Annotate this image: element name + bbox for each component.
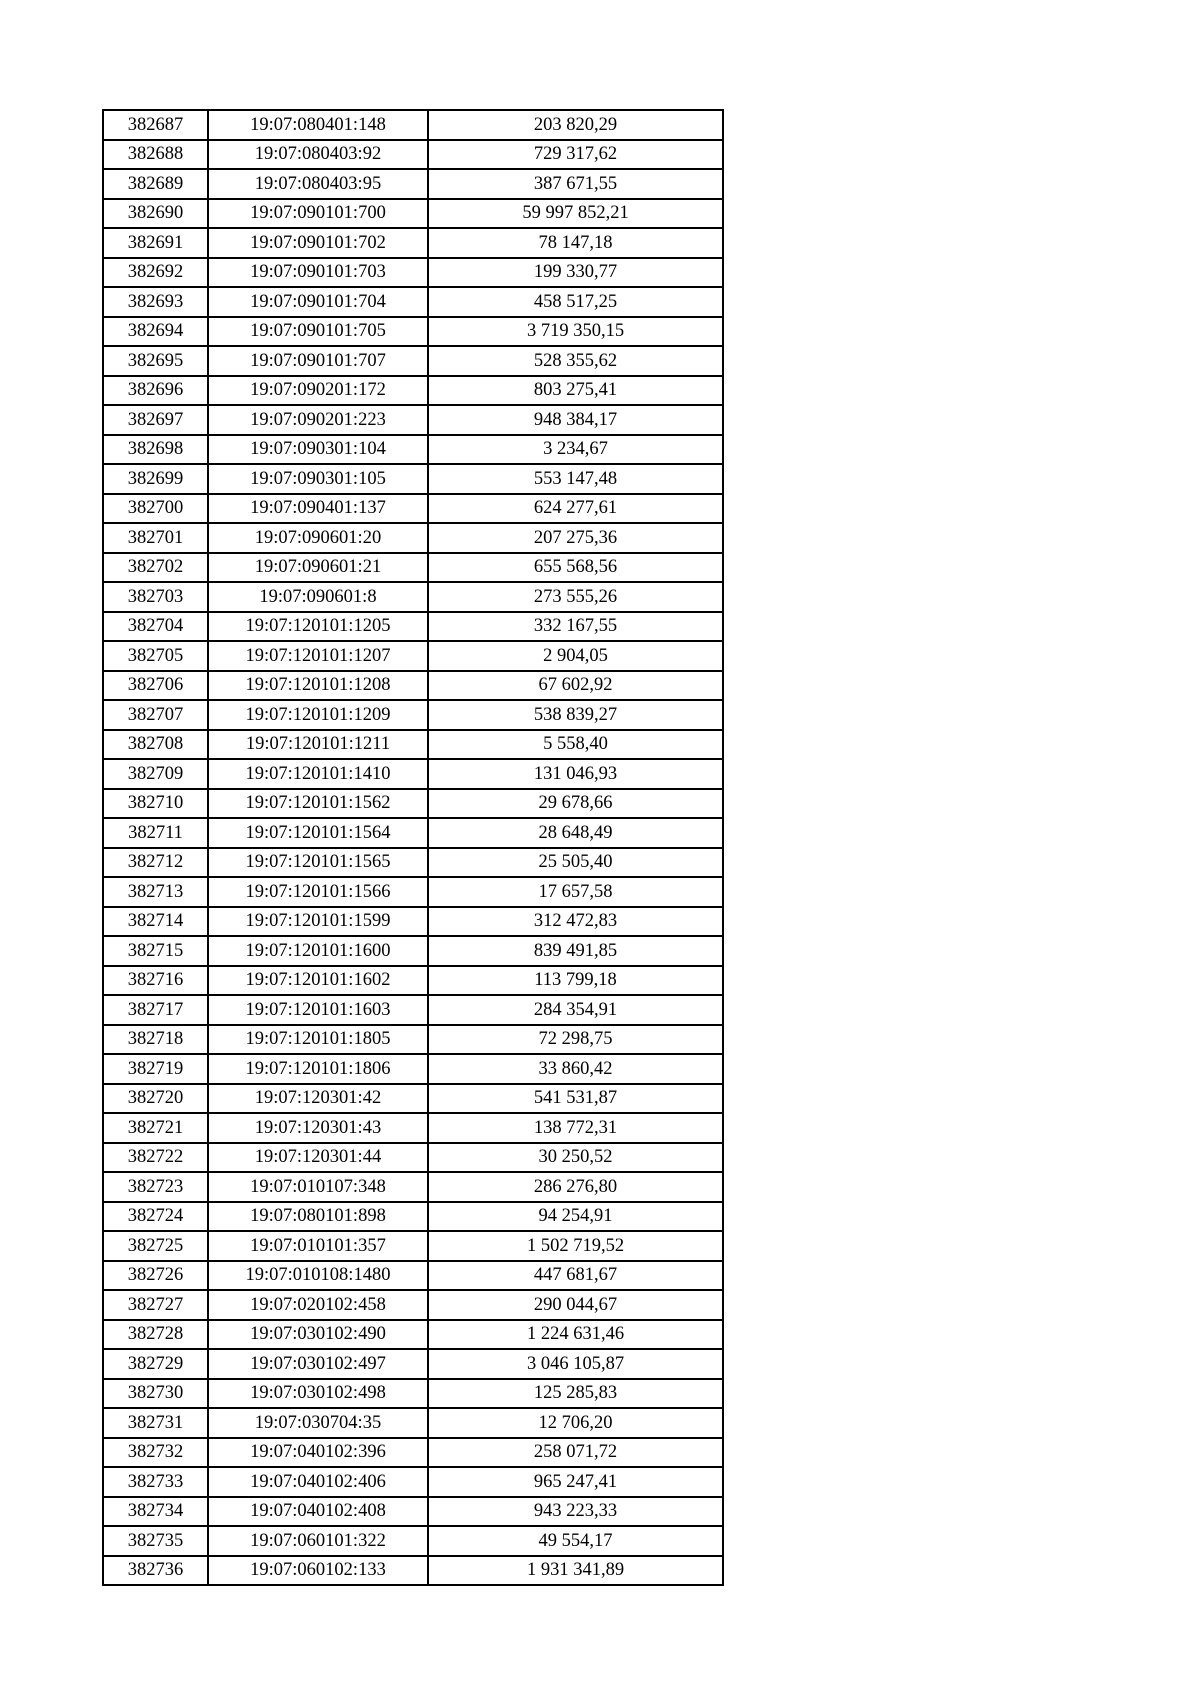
table-row [103,1497,723,1527]
table-row [103,553,723,583]
cadastral-number-cell: 19:07:030102:490 [208,1320,428,1350]
table-row [103,1172,723,1202]
table-row [103,1556,723,1586]
table-row [103,789,723,819]
cadastral-number-cell: 19:07:120301:43 [208,1113,428,1143]
table-row [103,671,723,701]
table-row [103,258,723,288]
cadastral-number-cell: 19:07:090101:704 [208,287,428,317]
cadastral-number-cell: 19:07:120101:1566 [208,877,428,907]
table-row [103,435,723,465]
row-number-cell: 382700 [103,494,208,524]
value-cell: 28 648,49 [428,818,723,848]
table-row [103,169,723,199]
row-number-cell: 382719 [103,1054,208,1084]
cadastral-number-cell: 19:07:090401:137 [208,494,428,524]
value-cell: 49 554,17 [428,1526,723,1556]
row-number-cell: 382721 [103,1113,208,1143]
row-number-cell: 382702 [103,553,208,583]
cadastral-number-cell: 19:07:090301:104 [208,435,428,465]
cadastral-number-cell: 19:07:090101:707 [208,346,428,376]
row-number-cell: 382723 [103,1172,208,1202]
row-number-cell: 382715 [103,936,208,966]
cadastral-number-cell: 19:07:080403:92 [208,140,428,170]
table-row [103,759,723,789]
value-cell: 273 555,26 [428,582,723,612]
value-cell: 29 678,66 [428,789,723,819]
row-number-cell: 382729 [103,1349,208,1379]
row-number-cell: 382699 [103,464,208,494]
cadastral-number-cell: 19:07:080401:148 [208,110,428,140]
value-cell: 59 997 852,21 [428,199,723,229]
table-row [103,730,723,760]
table-row [103,848,723,878]
cadastral-number-cell: 19:07:120301:42 [208,1084,428,1114]
row-number-cell: 382708 [103,730,208,760]
table-row [103,405,723,435]
value-cell: 5 558,40 [428,730,723,760]
table-row [103,1113,723,1143]
value-cell: 125 285,83 [428,1379,723,1409]
cadastral-number-cell: 19:07:090101:700 [208,199,428,229]
row-number-cell: 382701 [103,523,208,553]
row-number-cell: 382714 [103,907,208,937]
value-cell: 538 839,27 [428,700,723,730]
row-number-cell: 382687 [103,110,208,140]
row-number-cell: 382704 [103,612,208,642]
row-number-cell: 382712 [103,848,208,878]
row-number-cell: 382720 [103,1084,208,1114]
table-row [103,1084,723,1114]
row-number-cell: 382706 [103,671,208,701]
cadastral-number-cell: 19:07:080403:95 [208,169,428,199]
table-row [103,464,723,494]
row-number-cell: 382735 [103,1526,208,1556]
cadastral-value-table [102,109,724,1586]
row-number-cell: 382705 [103,641,208,671]
cadastral-number-cell: 19:07:020102:458 [208,1290,428,1320]
table-row [103,936,723,966]
row-number-cell: 382713 [103,877,208,907]
cadastral-number-cell: 19:07:120101:1209 [208,700,428,730]
cadastral-number-cell: 19:07:090601:21 [208,553,428,583]
row-number-cell: 382691 [103,228,208,258]
row-number-cell: 382695 [103,346,208,376]
row-number-cell: 382693 [103,287,208,317]
value-cell: 541 531,87 [428,1084,723,1114]
value-cell: 284 354,91 [428,995,723,1025]
value-cell: 17 657,58 [428,877,723,907]
table-row [103,1320,723,1350]
cadastral-number-cell: 19:07:120101:1805 [208,1025,428,1055]
row-number-cell: 382734 [103,1497,208,1527]
table-row [103,494,723,524]
table-row [103,317,723,347]
row-number-cell: 382728 [103,1320,208,1350]
row-number-cell: 382689 [103,169,208,199]
cadastral-number-cell: 19:07:030704:35 [208,1408,428,1438]
row-number-cell: 382717 [103,995,208,1025]
table-row [103,228,723,258]
row-number-cell: 382692 [103,258,208,288]
value-cell: 207 275,36 [428,523,723,553]
table-row [103,1054,723,1084]
table-row [103,1467,723,1497]
row-number-cell: 382733 [103,1467,208,1497]
value-cell: 312 472,83 [428,907,723,937]
value-cell: 729 317,62 [428,140,723,170]
row-number-cell: 382724 [103,1202,208,1232]
row-number-cell: 382711 [103,818,208,848]
row-number-cell: 382690 [103,199,208,229]
table-row [103,995,723,1025]
value-cell: 199 330,77 [428,258,723,288]
cadastral-number-cell: 19:07:030102:498 [208,1379,428,1409]
cadastral-number-cell: 19:07:120301:44 [208,1143,428,1173]
value-cell: 286 276,80 [428,1172,723,1202]
table-row [103,523,723,553]
table-row [103,1231,723,1261]
value-cell: 72 298,75 [428,1025,723,1055]
table-row [103,641,723,671]
cadastral-number-cell: 19:07:040102:406 [208,1467,428,1497]
table-row [103,1261,723,1291]
table-row [103,110,723,140]
cadastral-number-cell: 19:07:090101:702 [208,228,428,258]
cadastral-number-cell: 19:07:090201:223 [208,405,428,435]
cadastral-number-cell: 19:07:040102:408 [208,1497,428,1527]
table-body [103,110,723,1585]
row-number-cell: 382694 [103,317,208,347]
value-cell: 624 277,61 [428,494,723,524]
cadastral-number-cell: 19:07:030102:497 [208,1349,428,1379]
value-cell: 131 046,93 [428,759,723,789]
value-cell: 290 044,67 [428,1290,723,1320]
cadastral-number-cell: 19:07:120101:1603 [208,995,428,1025]
table-row [103,287,723,317]
row-number-cell: 382725 [103,1231,208,1261]
cadastral-number-cell: 19:07:080101:898 [208,1202,428,1232]
table-row [103,582,723,612]
value-cell: 803 275,41 [428,376,723,406]
row-number-cell: 382716 [103,966,208,996]
row-number-cell: 382697 [103,405,208,435]
table-row [103,1408,723,1438]
value-cell: 12 706,20 [428,1408,723,1438]
cadastral-number-cell: 19:07:120101:1207 [208,641,428,671]
table-row [103,612,723,642]
row-number-cell: 382696 [103,376,208,406]
table-row [103,818,723,848]
cadastral-number-cell: 19:07:120101:1410 [208,759,428,789]
table-row [103,376,723,406]
value-cell: 94 254,91 [428,1202,723,1232]
value-cell: 655 568,56 [428,553,723,583]
value-cell: 138 772,31 [428,1113,723,1143]
cadastral-number-cell: 19:07:060102:133 [208,1556,428,1586]
cadastral-number-cell: 19:07:060101:322 [208,1526,428,1556]
table-row [103,1438,723,1468]
value-cell: 332 167,55 [428,612,723,642]
value-cell: 965 247,41 [428,1467,723,1497]
value-cell: 3 719 350,15 [428,317,723,347]
row-number-cell: 382727 [103,1290,208,1320]
value-cell: 33 860,42 [428,1054,723,1084]
value-cell: 30 250,52 [428,1143,723,1173]
cadastral-number-cell: 19:07:120101:1208 [208,671,428,701]
value-cell: 25 505,40 [428,848,723,878]
value-cell: 203 820,29 [428,110,723,140]
value-cell: 528 355,62 [428,346,723,376]
cadastral-number-cell: 19:07:120101:1205 [208,612,428,642]
value-cell: 943 223,33 [428,1497,723,1527]
row-number-cell: 382703 [103,582,208,612]
cadastral-number-cell: 19:07:120101:1806 [208,1054,428,1084]
value-cell: 1 224 631,46 [428,1320,723,1350]
cadastral-number-cell: 19:07:010108:1480 [208,1261,428,1291]
cadastral-number-cell: 19:07:120101:1600 [208,936,428,966]
row-number-cell: 382709 [103,759,208,789]
value-cell: 1 931 341,89 [428,1556,723,1586]
value-cell: 447 681,67 [428,1261,723,1291]
row-number-cell: 382688 [103,140,208,170]
table-row [103,966,723,996]
value-cell: 458 517,25 [428,287,723,317]
table-row [103,1143,723,1173]
row-number-cell: 382710 [103,789,208,819]
value-cell: 839 491,85 [428,936,723,966]
table-row [103,700,723,730]
row-number-cell: 382726 [103,1261,208,1291]
row-number-cell: 382722 [103,1143,208,1173]
cadastral-number-cell: 19:07:120101:1211 [208,730,428,760]
table-row [103,1025,723,1055]
cadastral-number-cell: 19:07:120101:1599 [208,907,428,937]
cadastral-number-cell: 19:07:090301:105 [208,464,428,494]
value-cell: 3 234,67 [428,435,723,465]
value-cell: 1 502 719,52 [428,1231,723,1261]
value-cell: 258 071,72 [428,1438,723,1468]
table-row [103,199,723,229]
row-number-cell: 382732 [103,1438,208,1468]
row-number-cell: 382730 [103,1379,208,1409]
cadastral-number-cell: 19:07:090601:20 [208,523,428,553]
row-number-cell: 382698 [103,435,208,465]
cadastral-number-cell: 19:07:090101:703 [208,258,428,288]
value-cell: 67 602,92 [428,671,723,701]
value-cell: 948 384,17 [428,405,723,435]
cadastral-number-cell: 19:07:040102:396 [208,1438,428,1468]
cadastral-number-cell: 19:07:010101:357 [208,1231,428,1261]
row-number-cell: 382736 [103,1556,208,1586]
cadastral-number-cell: 19:07:120101:1602 [208,966,428,996]
table-row [103,1202,723,1232]
cadastral-number-cell: 19:07:120101:1562 [208,789,428,819]
cadastral-number-cell: 19:07:090201:172 [208,376,428,406]
cadastral-number-cell: 19:07:090601:8 [208,582,428,612]
table-row [103,346,723,376]
value-cell: 553 147,48 [428,464,723,494]
table-row [103,1379,723,1409]
table-row [103,1349,723,1379]
cadastral-number-cell: 19:07:090101:705 [208,317,428,347]
value-cell: 78 147,18 [428,228,723,258]
table-row [103,877,723,907]
value-cell: 387 671,55 [428,169,723,199]
row-number-cell: 382718 [103,1025,208,1055]
table-row [103,1526,723,1556]
value-cell: 113 799,18 [428,966,723,996]
table-row [103,907,723,937]
value-cell: 3 046 105,87 [428,1349,723,1379]
cadastral-number-cell: 19:07:010107:348 [208,1172,428,1202]
cadastral-number-cell: 19:07:120101:1565 [208,848,428,878]
value-cell: 2 904,05 [428,641,723,671]
table-row [103,140,723,170]
table-row [103,1290,723,1320]
row-number-cell: 382707 [103,700,208,730]
cadastral-number-cell: 19:07:120101:1564 [208,818,428,848]
row-number-cell: 382731 [103,1408,208,1438]
